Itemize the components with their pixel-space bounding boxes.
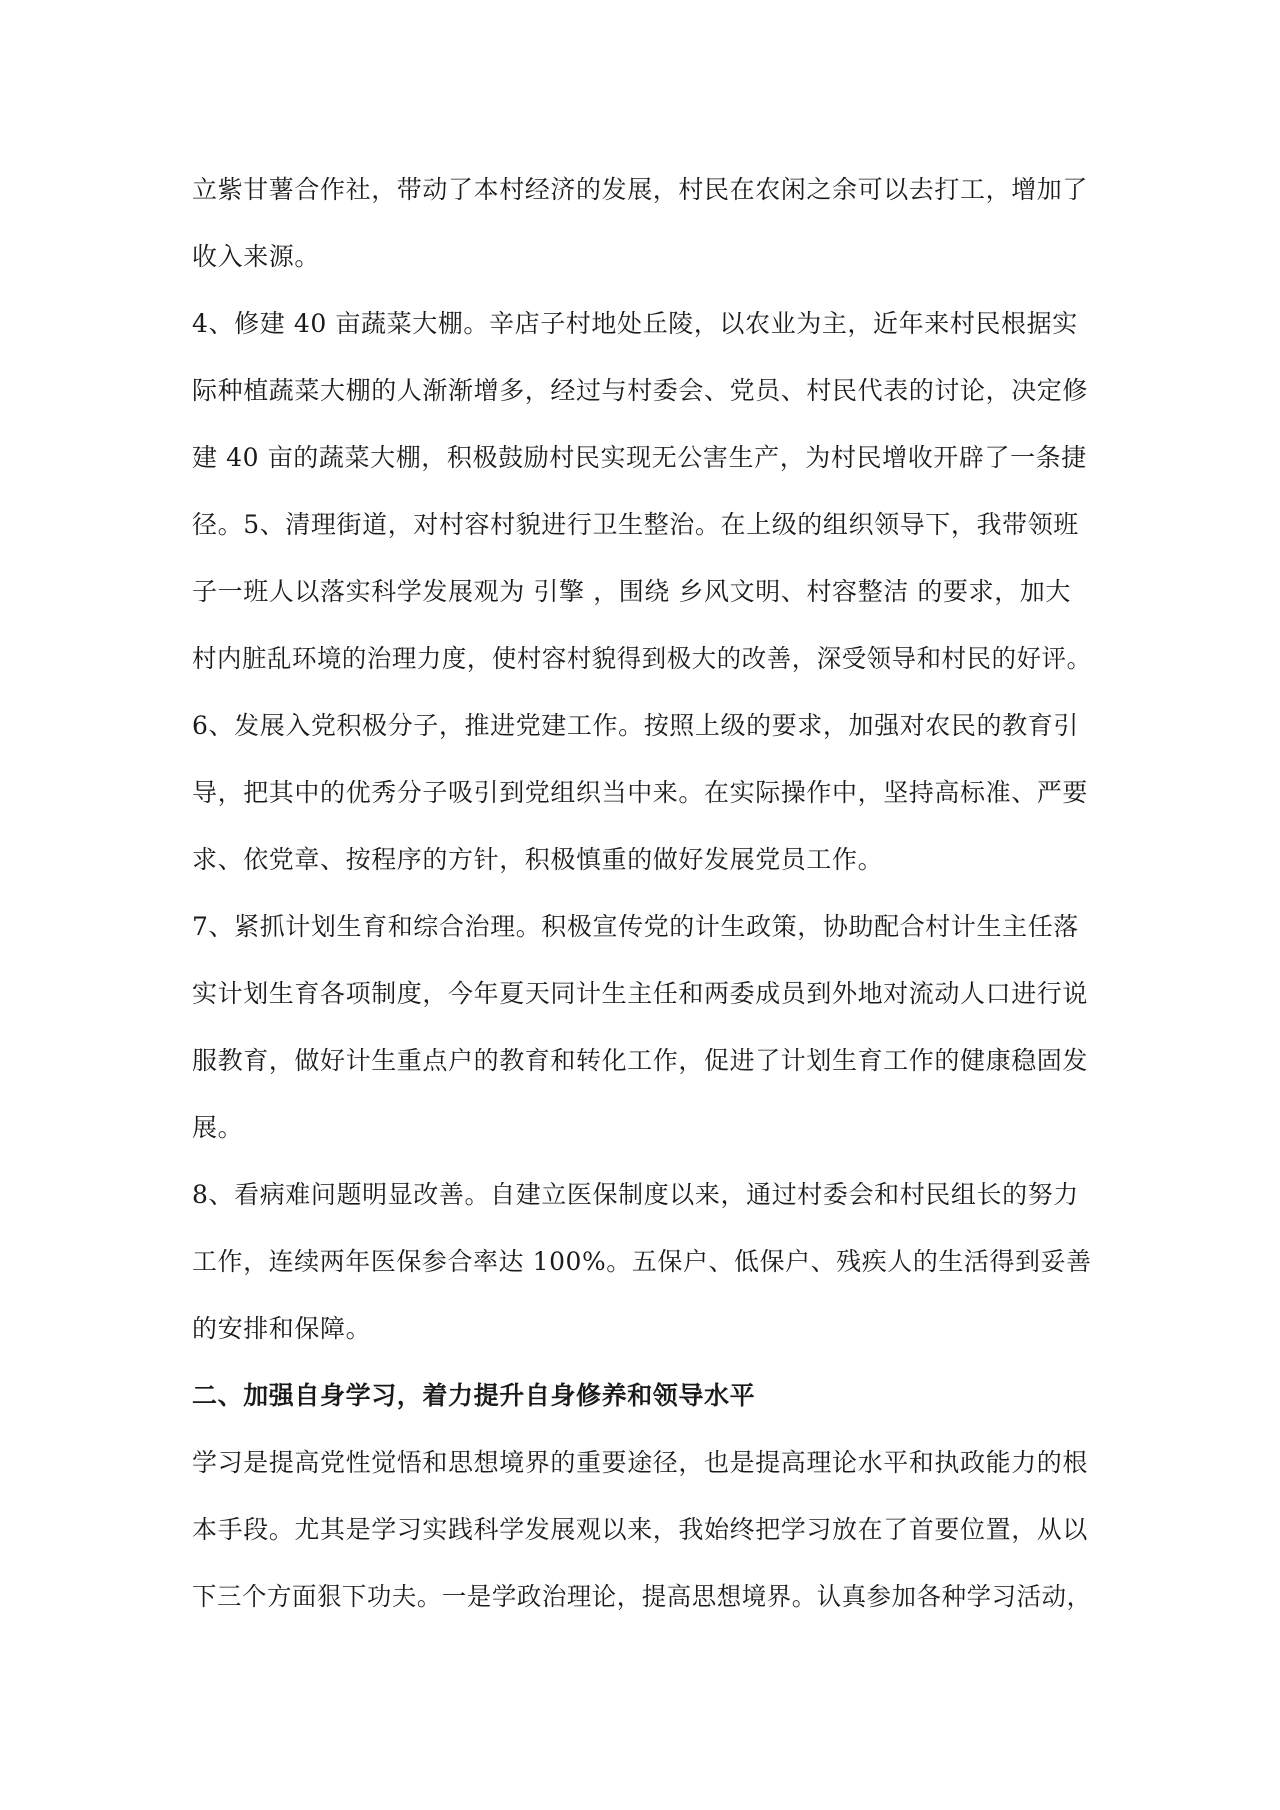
text-line: 工作，连续两年医保参合率达 100%。五保户、低保户、残疾人的生活得到妥善 [192,1247,1092,1276]
text-line: 村内脏乱环境的治理力度，使村容村貌得到极大的改善，深受领导和村民的好评。 [192,644,1092,673]
text-line: 下三个方面狠下功夫。一是学政治理论，提高思想境界。认真参加各种学习活动， [192,1582,1092,1611]
text-line: 学习是提高党性觉悟和思想境界的重要途径，也是提高理论水平和执政能力的根 [192,1448,1089,1477]
text-line: 服教育，做好计生重点户的教育和转化工作，促进了计划生育工作的健康稳固发 [192,1046,1089,1075]
section-heading: 二、加强自身学习，着力提升自身修养和领导水平 [192,1381,756,1410]
text-line: 4、修建 40 亩蔬菜大棚。辛店子村地处丘陵，以农业为主，近年来村民根据实 [192,309,1078,338]
text-line: 收入来源。 [192,242,321,271]
text-line: 求、依党章、按程序的方针，积极慎重的做好发展党员工作。 [192,845,884,874]
text-line: 本手段。尤其是学习实践科学发展观以来，我始终把学习放在了首要位置，从以 [192,1515,1089,1544]
text-line: 立紫甘薯合作社，带动了本村经济的发展，村民在农闲之余可以去打工，增加了 [192,175,1089,204]
text-line: 8、看病难问题明显改善。自建立医保制度以来，通过村委会和村民组长的努力 [192,1180,1079,1209]
text-line: 径。5、清理街道，对村容村貌进行卫生整治。在上级的组织领导下，我带领班 [192,510,1079,539]
text-line: 实计划生育各项制度，今年夏天同计生主任和两委成员到外地对流动人口进行说 [192,979,1089,1008]
text-line: 建 40 亩的蔬菜大棚，积极鼓励村民实现无公害生产，为村民增收开辟了一条捷 [192,443,1087,472]
text-line: 展。 [192,1113,244,1142]
text-line: 6、发展入党积极分子，推进党建工作。按照上级的要求，加强对农民的教育引 [192,711,1079,740]
text-line: 际种植蔬菜大棚的人渐渐增多，经过与村委会、党员、村民代表的讨论，决定修 [192,376,1089,405]
text-line: 的安排和保障。 [192,1314,372,1343]
text-line: 子一班人以落实科学发展观为 引擎 ，围绕 乡风文明、村容整洁 的要求，加大 [192,577,1071,606]
text-line: 7、紧抓计划生育和综合治理。积极宣传党的计生政策，协助配合村计生主任落 [192,912,1079,941]
text-line: 导，把其中的优秀分子吸引到党组织当中来。在实际操作中，坚持高标准、严要 [192,778,1089,807]
